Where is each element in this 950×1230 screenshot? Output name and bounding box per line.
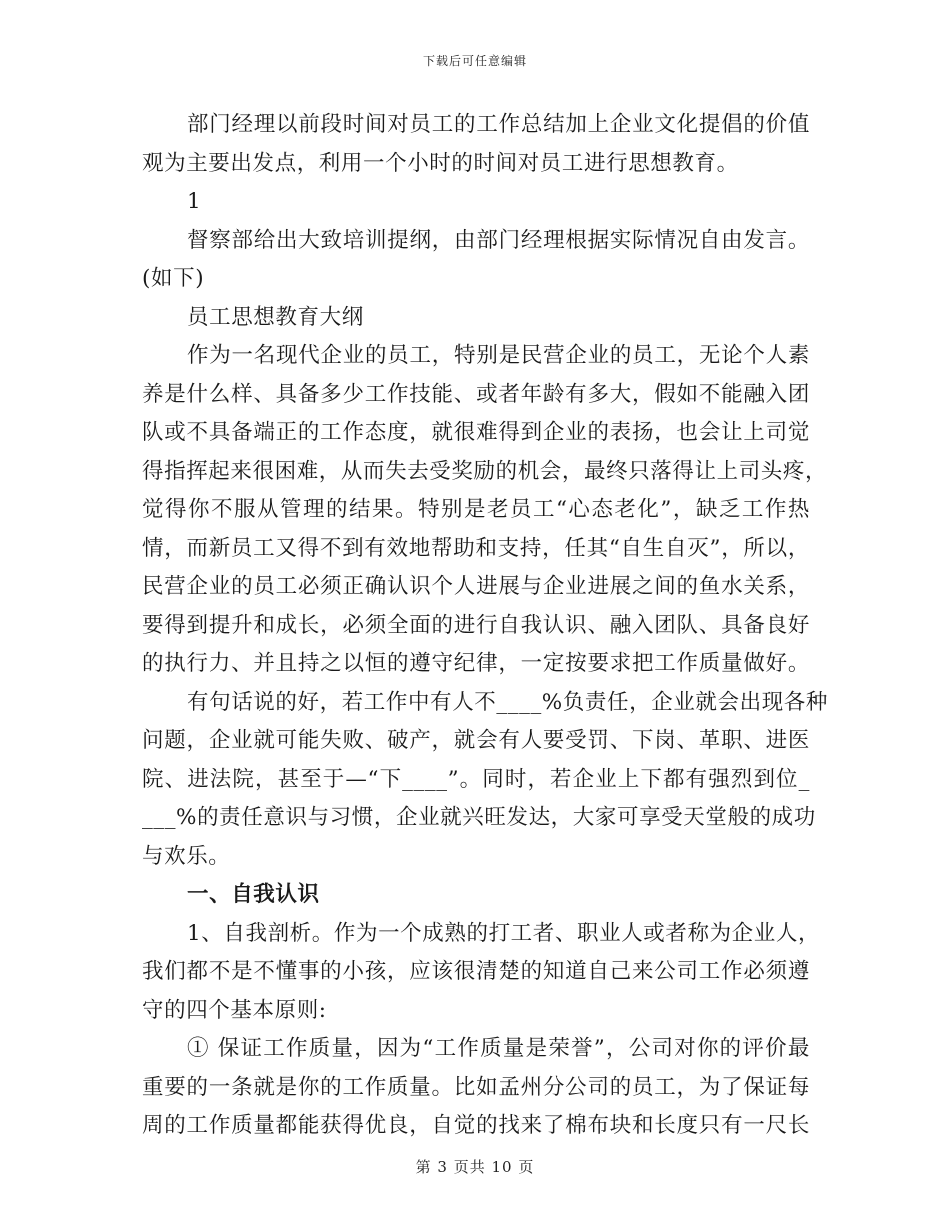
paragraph-line: ① 保证工作质量，因为“工作质量是荣誉”，公司对你的评价最 [187, 1036, 810, 1061]
paragraph-line: 养是什么样、具备多少工作技能、或者年龄有多大，假如不能融入团 [142, 381, 810, 407]
page-number: 第 3 页共 10 页 [415, 1158, 535, 1176]
paragraph-line: 问题，企业就可能失败、破产，就会有人要受罚、下岗、革职、进医 [142, 728, 810, 753]
paragraph-line: 院、进法院，甚至于—“下____”。同时，若企业上下都有强烈到位_ [142, 766, 810, 792]
paragraph-line: 队或不具备端正的工作态度，就很难得到企业的表扬，也会让上司觉 [142, 420, 810, 445]
paragraph-line: 要得到提升和成长，必须全面的进行自我认识、融入团队、具备良好 [142, 612, 810, 638]
page-header: 下载后可任意编辑 [422, 54, 527, 68]
document-body [142, 106, 829, 1146]
paragraph-line: 观为主要出发点，利用一个小时的时间对员工进行思想教育。 [142, 150, 739, 176]
paragraph-line: 1 [187, 189, 202, 214]
paragraph-line: 情，而新员工又得不到有效地帮助和支持，任其“自生自灭”，所以， [142, 535, 810, 561]
paragraph-line: 部门经理以前段时间对员工的工作总结加上企业文化提倡的价值 [187, 112, 810, 137]
paragraph-line: 督察部给出大致培训提纲，由部门经理根据实际情况自由发言。 [187, 227, 810, 253]
section-heading: 一、自我认识 [187, 882, 320, 907]
section-subtitle: 员工思想教育大纲 [187, 304, 364, 330]
paragraph-line: 的执行力、并且持之以恒的遵守纪律，一定按要求把工作质量做好。 [142, 651, 810, 676]
paragraph-line: (如下) [142, 266, 205, 291]
paragraph-line: 周的工作质量都能获得优良，自觉的找来了棉布块和长度只有一尺长 [142, 1113, 810, 1138]
paragraph-line: 作为一名现代企业的员工，特别是民营企业的员工，无论个人素 [187, 343, 810, 368]
paragraph-line: 重要的一条就是你的工作质量。比如孟州分公司的员工，为了保证每 [142, 1074, 810, 1100]
paragraph-line: 与欢乐。 [142, 843, 231, 869]
paragraph-line: 觉得你不服从管理的结果。特别是老员工“心态老化”，缺乏工作热 [142, 497, 810, 522]
paragraph-line: 有句话说的好，若工作中有人不____%负责任，企业就会出现各种 [187, 689, 829, 715]
paragraph-line: 守的四个基本原则: [142, 997, 327, 1023]
paragraph-line: 我们都不是不懂事的小孩，应该很清楚的知道自己来公司工作必须遵 [142, 959, 810, 984]
paragraph-line: 得指挥起来很困难，从而失去受奖励的机会，最终只落得让上司头疼， [142, 458, 828, 484]
paragraph-line: ___%的责任意识与习惯，企业就兴旺发达，大家可享受天堂般的成功 [142, 805, 816, 830]
paragraph-line: 民营企业的员工必须正确认识个人进展与企业进展之间的鱼水关系， [142, 574, 810, 599]
paragraph-line: 1、自我剖析。作为一个成熟的打工者、职业人或者称为企业人， [187, 920, 821, 946]
